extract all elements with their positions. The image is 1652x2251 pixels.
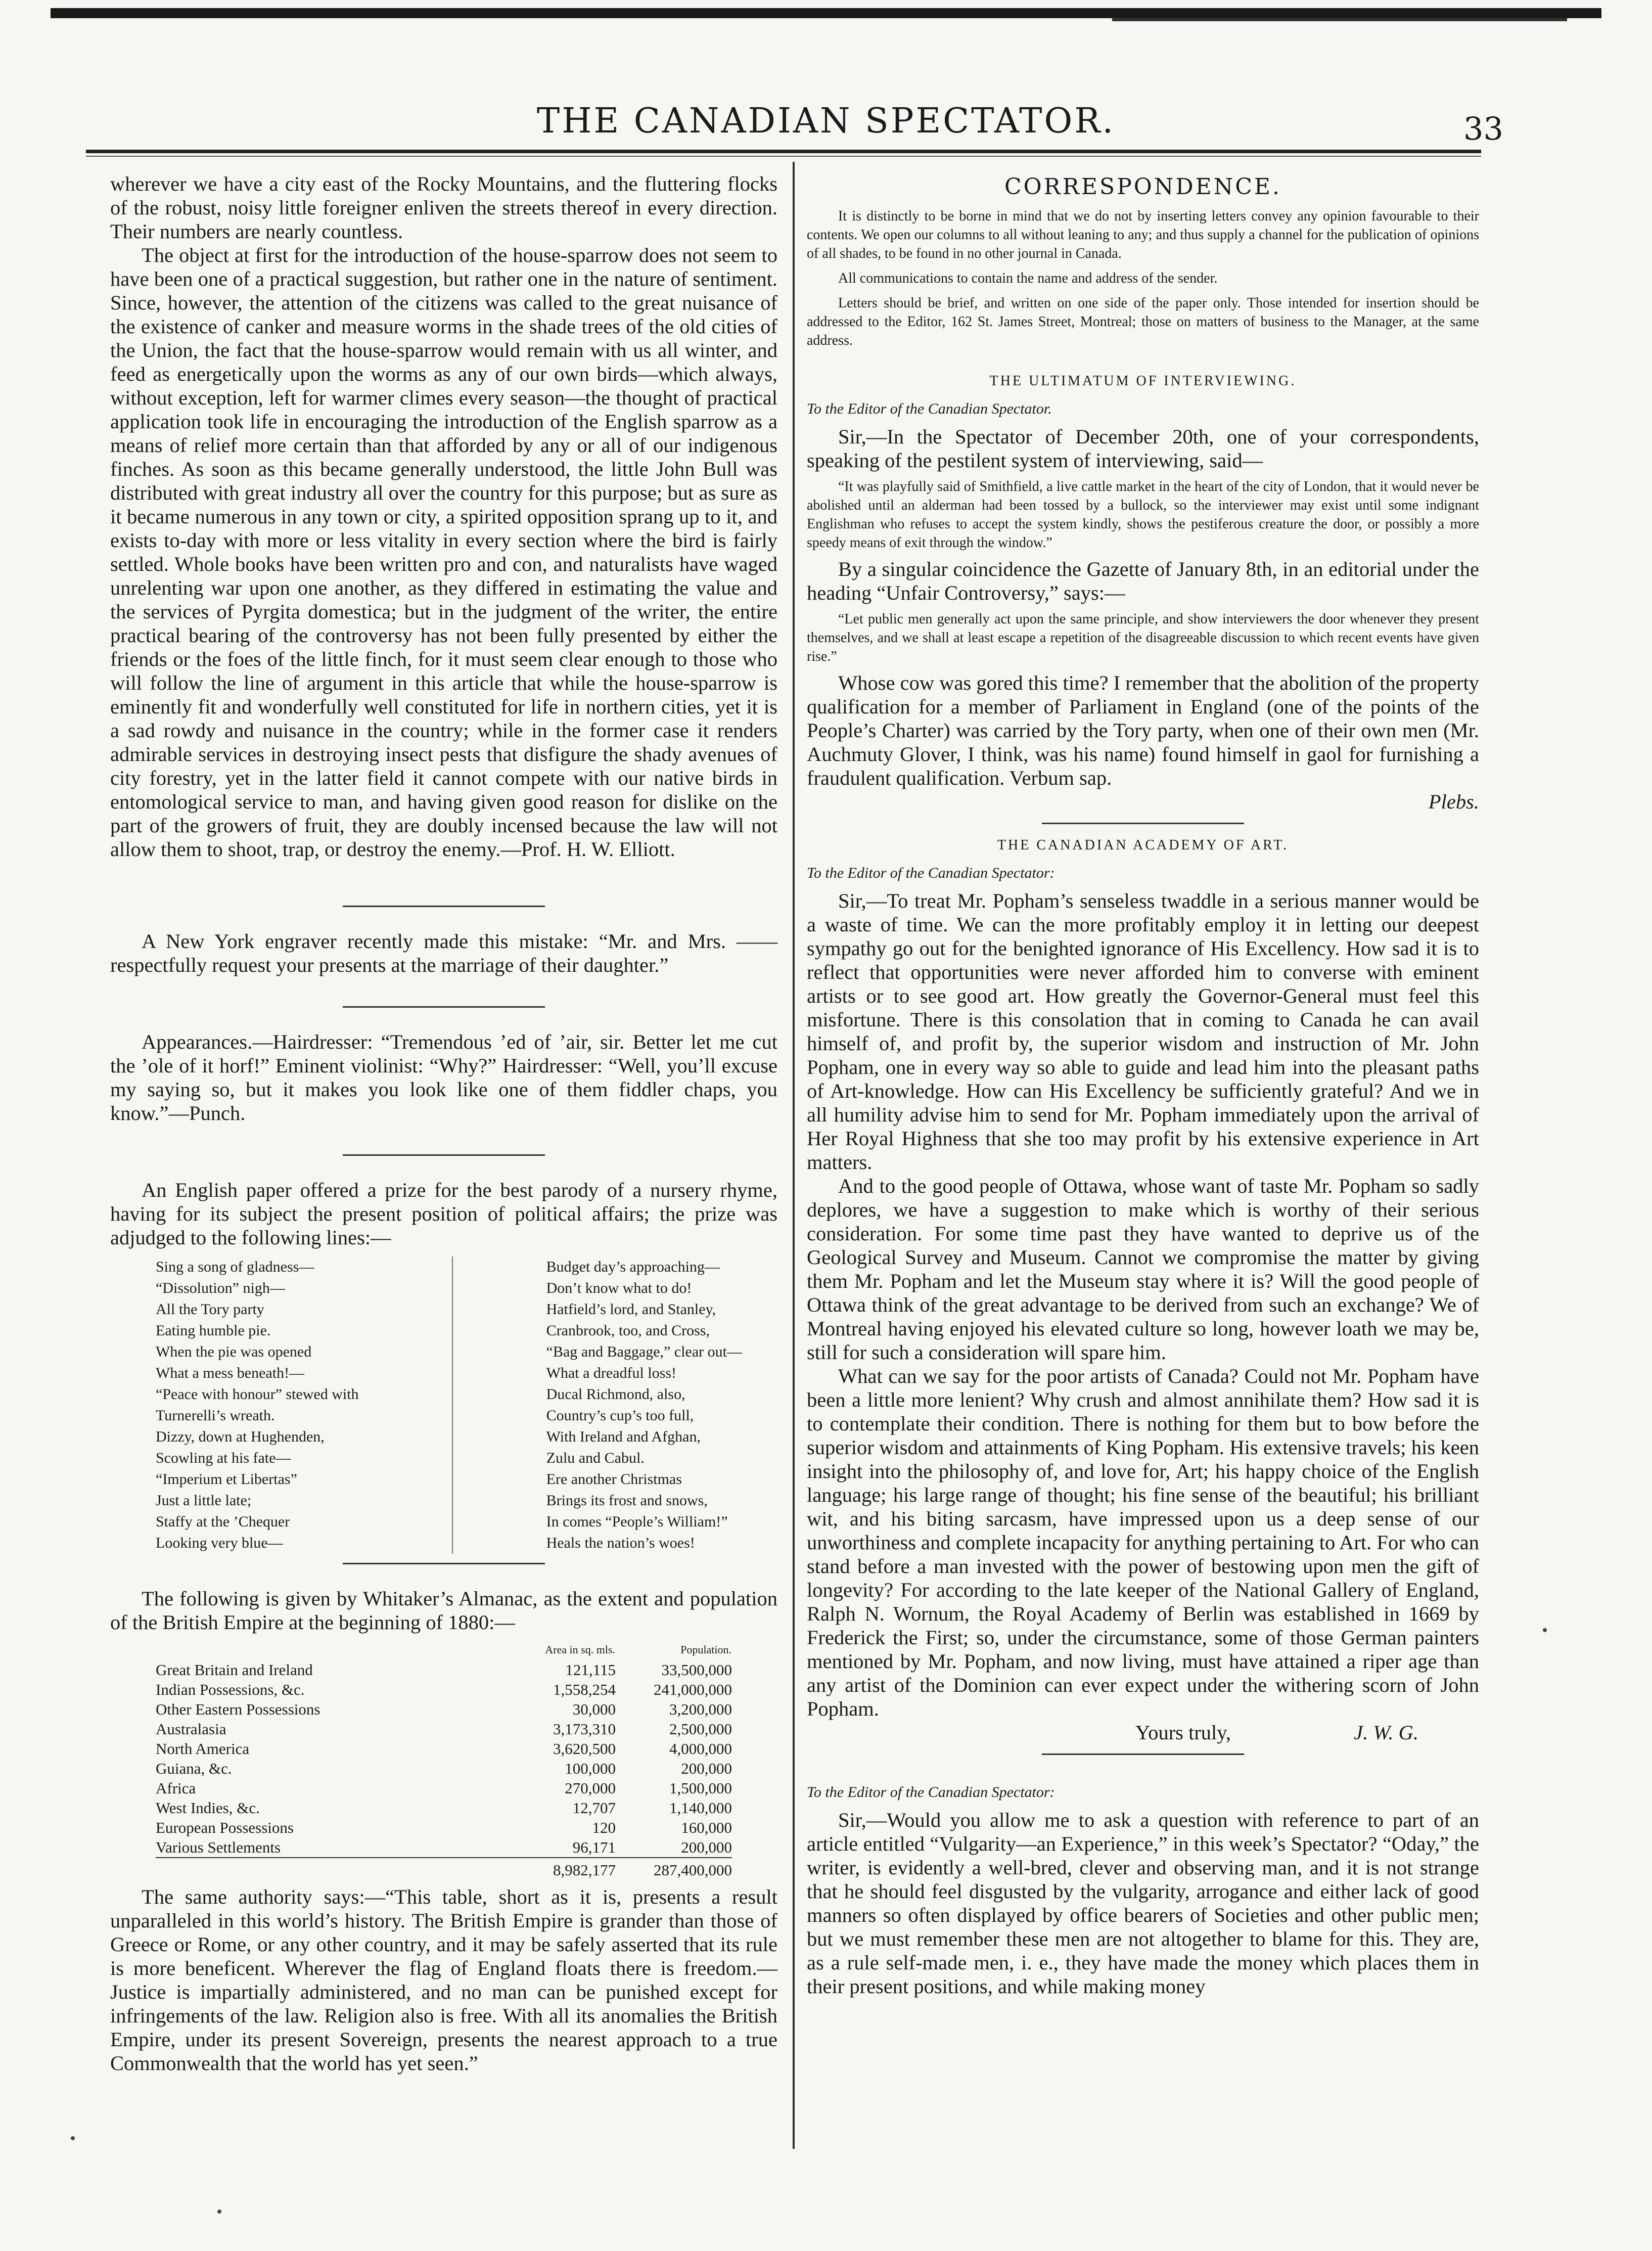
- table-row: Indian Possessions, &c. 1,558,254 241,000,000: [156, 1681, 732, 1698]
- table-row: Africa 270,000 1,500,000: [156, 1779, 732, 1797]
- to-editor-line: To the Editor of the Canadian Spectator.: [807, 400, 1052, 417]
- verse-line: Don’t know what to do!: [546, 1280, 692, 1296]
- section-separator: [343, 1006, 545, 1008]
- verse-line: What a dreadful loss!: [546, 1365, 677, 1381]
- academy-paragraph: And to the good people of Ottawa, whose want of taste Mr. Popham so sadly deplores, we have a suggestion to make which is worthy of their serious consideration. For some time past they have wanted to deprive us of the Geological Survey and Museum. Cannot we compromise the matter by giving them Mr. Popham and let the Museum stay where it is? Will the good people of Ottawa think of the great advantage to be derived from such an exchange? We of Montreal having enjoyed his elevated culture so long, however loath we may be, still for such a consideration will spare him.: [807, 1175, 1479, 1364]
- empire-table: [156, 1639, 732, 1880]
- verse-line: In comes “People’s William!”: [546, 1513, 728, 1530]
- verse-line: Ducal Richmond, also,: [546, 1386, 685, 1403]
- right-column: [807, 172, 1479, 1998]
- verse-line: “Bag and Baggage,” clear out—: [546, 1343, 742, 1360]
- verse-divider: [452, 1256, 453, 1554]
- empire-intro: The following is given by Whitaker’s Almanac, as the extent and population of the British Empire at the beginning of 1880:—: [110, 1587, 777, 1634]
- section-separator: [1042, 1753, 1244, 1755]
- ultimatum-paragraph: Sir,—In the Spectator of December 20th, one of your correspondents, speaking of the pestilent system of interviewing, said—: [807, 425, 1479, 472]
- table-row: Australasia 3,173,310 2,500,000: [156, 1720, 732, 1738]
- section-separator: [343, 906, 545, 907]
- ultimatum-quote: “Let public men generally act upon the same principle, and show interviewers the door whenever they present themselves, and we shall at least escape a repetition of the disagreeable discussion to which recent events have given rise.”: [807, 611, 1479, 664]
- table-row: Great Britain and Ireland 121,115 33,500,000: [156, 1661, 732, 1679]
- left-column: [110, 172, 777, 2075]
- header-rule: [86, 150, 1481, 153]
- signature-jwg: J. W. G.: [1354, 1721, 1418, 1744]
- verse-line: Eating humble pie.: [156, 1322, 271, 1339]
- verse-line: “Imperium et Libertas”: [156, 1471, 297, 1488]
- parody-intro: An English paper offered a prize for the best parody of a nursery rhyme, having for its subject the present position of political affairs; the prize was adjudged to the following lines:—: [110, 1179, 777, 1249]
- verse-line: When the pie was opened: [156, 1343, 312, 1360]
- authority-paragraph: The same authority says:—“This table, short as it is, presents a result unparalleled in this world’s history. The British Empire is grander than those of Greece or Rome, or any other country, and it may be safely asserted that its rule is more beneficent. Wherever the flag of England floats there is freedom.—Justice is impartially administered, and no man can be punished except for infringements of the law. Religion also is free. With all its anomalies the British Empire, under its present Sovereign, presents the nearest approach to a true Commonwealth that the world has yet seen.”: [110, 1885, 777, 2075]
- engraver-anecdote: A New York engraver recently made this mistake: “Mr. and Mrs. —— respectfully request your presents at the marriage of their daughter.”: [110, 930, 777, 976]
- vulgarity-paragraph: Sir,—Would you allow me to ask a question with reference to part of an article entitled “Vulgarity—an Experience,” in this week’s Spectator? “Oday,” the writer, is evidently a well-bred, clever and observing man, and it is not strange that he should feel disgusted by the vulgarity, arrogance and either lack of good manners so often displayed by office bearers of Societies and other public men; but we must remember these men are not altogether to blame for this. They are, as a rule self-made men, i. e., they have made the money which places them in their present positions, and while making money: [807, 1809, 1479, 1998]
- section-separator: [1042, 823, 1244, 824]
- masthead-title: THE CANADIAN SPECTATOR.: [536, 101, 1116, 141]
- verse-line: Looking very blue—: [156, 1535, 283, 1551]
- verse-line: Brings its frost and snows,: [546, 1492, 708, 1509]
- verse-line: Hatfield’s lord, and Stanley,: [546, 1301, 716, 1318]
- sparrow-paragraph-1: wherever we have a city east of the Rocky Mountains, and the fluttering flocks of the robust, noisy little foreigner enliven the streets thereof in every direction. Their numbers are nearly countless.: [110, 172, 777, 243]
- verse-line: Heals the nation’s woes!: [546, 1535, 695, 1551]
- verse-line: Zulu and Cabul.: [546, 1450, 645, 1466]
- verse-line: What a mess beneath!—: [156, 1365, 305, 1381]
- column-header-population: Population.: [680, 1643, 731, 1656]
- top-border-rule-secondary: [1112, 18, 1567, 21]
- to-editor-line: To the Editor of the Canadian Spectator:: [807, 1784, 1055, 1800]
- academy-paragraph: What can we say for the poor artists of Canada? Could not Mr. Popham have been a little more lenient? Why crush and almost annihilate them? How sad it is to contemplate their condition. There is nothing for them but to bow before the superior wisdom and attainments of King Popham. His extensive travels; his keen insight into the philosophy of, and love for, Art; his happy choice of the English language; his large range of thought; his fine sense of the beautiful; his brilliant wit, and his biting sarcasm, have impressed upon us a deep sense of our unworthiness and complete incapacity for anything pertaining to Art. For who can stand before a man invested with the power of bestowing upon men the gift of longevity? For according to the late keeper of the National Gallery of England, Ralph N. Wornum, the Royal Academy of Berlin was established in 1669 by Frederick the First; so, under the circumstance, some of those German painters mentioned by Mr. Popham, and now living, must have attained a riper age than any artist of the Dominion can ever expect under the withering scorn of John Popham.: [807, 1365, 1479, 1720]
- editorial-notice: All communications to contain the name and address of the sender.: [838, 271, 1218, 286]
- ultimatum-quote: “It was playfully said of Smithfield, a live cattle market in the heart of the city of London, that it would never be abolished until an alderman had been tossed by a bullock, so the interviewer may exist until some indignant Englishman who refuses to accept the system kindly, shows the pestiferous creature the door, or possibly a more speedy means of exit through the window.”: [807, 479, 1479, 551]
- verse-line: Just a little late;: [156, 1492, 252, 1509]
- sparrow-paragraph-2: The object at first for the introduction of the house-sparrow does not seem to have been one of a practical suggestion, but rather one in the nature of sentiment. Since, however, the attention of the citizens was called to the great nuisance of the existence of canker and measure worms in the shade trees of the old cities of the Union, the fact that the house-sparrow would remain with us all winter, and feed as energetically upon the worms as any of our own birds—which always, without exception, left for warmer climes every season—the thought of practical application took life in encouraging the introduction of the English sparrow as a means of relief more certain than that afforded by any or all of our indigenous finches. As soon as this became generally understood, the little John Bull was distributed with great industry all over the country for this purpose; but as sure as it became numerous in any town or city, a spirited opposition sprang up to it, and exists to-day with more or less vitality in every section where the bird is fairly settled. Whole books have been written pro and con, and naturalists have waged unrelenting war upon one another, as they differed in estimating the value and the services of Pyrgita domestica; but in the judgment of the writer, the entire practical bearing of the controversy has not been fully presented by either the friends or the foes of the little finch, for it must seem clear enough to those who will follow the line of argument in this article that while the house-sparrow is eminently fit and wonderfully well constituted for life in northern cities, yet it is a sad rowdy and nuisance in the country; while in the former case it renders admirable services in destroying insect pests that disfigure the shady avenues of city forestry, yet in the latter field it cannot compete with our native birds in entomological service to man, and having given good reason for dislike on the part of the growers of fruit, they are doubly incensed because the law will not allow them to shoot, trap, or destroy the enemy.—Prof. H. W. Elliott.: [110, 244, 777, 861]
- verse-column-left: [156, 1256, 359, 1554]
- ultimatum-paragraph: Whose cow was gored this time? I remember that the abolition of the property qualification for a member of Parliament in England (one of the points of the People’s Charter) was carried by the Tory party, when one of their own men (Mr. Auchmuty Glover, I think, was his name) found himself in gaol for furnishing a fraudulent qualification. Verbum sap.: [807, 671, 1479, 789]
- ultimatum-paragraph: By a singular coincidence the Gazette of January 8th, in an editorial under the heading “Unfair Controversy,” says:—: [807, 558, 1479, 604]
- table-total-row: 8,982,177 287,400,000: [156, 1858, 732, 1880]
- ultimatum-heading: THE ULTIMATUM OF INTERVIEWING.: [989, 373, 1297, 389]
- table-row: Other Eastern Possessions 30,000 3,200,000: [156, 1700, 732, 1718]
- table-header-row: [156, 1639, 732, 1660]
- editorial-notice: It is distinctly to be borne in mind that we do not by inserting letters convey any opinion favourable to their contents. We open our columns to all without leaning to any; and thus supply a channel for the publication of opinions of all shades, to be found in no other journal in Canada.: [807, 208, 1479, 261]
- verse-line: Budget day’s approaching—: [546, 1258, 720, 1275]
- parody-verse: [110, 1256, 777, 1554]
- signature-plebs: Plebs.: [1428, 790, 1479, 813]
- page-number: 33: [1463, 110, 1503, 147]
- print-speck: [71, 2136, 75, 2140]
- verse-column-right: [546, 1256, 742, 1554]
- print-speck: [1543, 1628, 1547, 1632]
- table-row: Various Settlements 96,171 200,000: [156, 1838, 732, 1856]
- verse-line: With Ireland and Afghan,: [546, 1428, 701, 1445]
- verse-line: “Peace with honour” stewed with: [156, 1386, 359, 1403]
- print-speck: [217, 2210, 221, 2214]
- academy-paragraph: Sir,—To treat Mr. Popham’s senseless twaddle in a serious manner would be a waste of time. We can the more profitably employ it in letting our deepest sympathy go out for the benighted ignorance of His Excellency. How sad it is to reflect that opportunities were never afforded him to converse with eminent artists or to see good art. How greatly the Governor-General must feel this misfortune. There is this consolation that in coming to Canada he can avail himself of, and profit by, the superior wisdom and instruction of Mr. John Popham, one in every way so able to guide and lead him into the pleasant paths of Art-knowledge. How can His Excellency be sufficiently grateful? And we in all humility advise him to send for Mr. Popham immediately upon the arrival of Her Royal Highness that she too may profit by his extensive experience in Art matters.: [807, 889, 1479, 1174]
- column-header-area: Area in sq. mls.: [545, 1643, 615, 1656]
- section-separator: [343, 1563, 545, 1564]
- verse-line: Scowling at his fate—: [156, 1450, 291, 1466]
- verse-line: Cranbrook, too, and Cross,: [546, 1322, 710, 1339]
- to-editor-line: To the Editor of the Canadian Spectator:: [807, 865, 1055, 881]
- verse-line: Country’s cup’s too full,: [546, 1407, 694, 1424]
- table-row: North America 3,620,500 4,000,000: [156, 1740, 732, 1758]
- correspondence-heading: CORRESPONDENCE.: [1004, 174, 1282, 200]
- table-row: West Indies, &c. 12,707 1,140,000: [156, 1799, 732, 1817]
- verse-line: Turnerelli’s wreath.: [156, 1407, 275, 1424]
- academy-closing: [807, 1721, 1479, 1744]
- appearances-anecdote: Appearances.—Hairdresser: “Tremendous ’ed of ’air, sir. Better let me cut the ’ole of it horf!” Eminent violinist: “Why?” Hairdresser: “Well, you’ll excuse my saying so, but it makes you look like one of them fiddler chaps, you know.”—Punch.: [110, 1030, 777, 1124]
- verse-line: Sing a song of gladness—: [156, 1258, 314, 1275]
- table-row: Guiana, &c. 100,000 200,000: [156, 1760, 732, 1777]
- section-separator: [343, 1154, 545, 1156]
- closing-phrase: Yours truly,: [1135, 1721, 1231, 1744]
- verse-line: Staffy at the ’Chequer: [156, 1513, 290, 1530]
- verse-line: “Dissolution” nigh—: [156, 1280, 285, 1296]
- verse-line: Ere another Christmas: [546, 1471, 682, 1488]
- editorial-notice: Letters should be brief, and written on one side of the paper only. Those intended for insertion should be addressed to the Editor, 162 St. James Street, Montreal; those on matters of business to the Manager, at the same address.: [807, 295, 1479, 348]
- verse-line: Dizzy, down at Hughenden,: [156, 1428, 325, 1445]
- verse-line: All the Tory party: [156, 1301, 264, 1318]
- top-border-rule: [51, 8, 1601, 18]
- academy-heading: THE CANADIAN ACADEMY OF ART.: [997, 837, 1289, 853]
- column-divider: [793, 162, 795, 2149]
- header-rule-thin: [86, 156, 1481, 157]
- table-row: European Possessions 120 160,000: [156, 1819, 732, 1836]
